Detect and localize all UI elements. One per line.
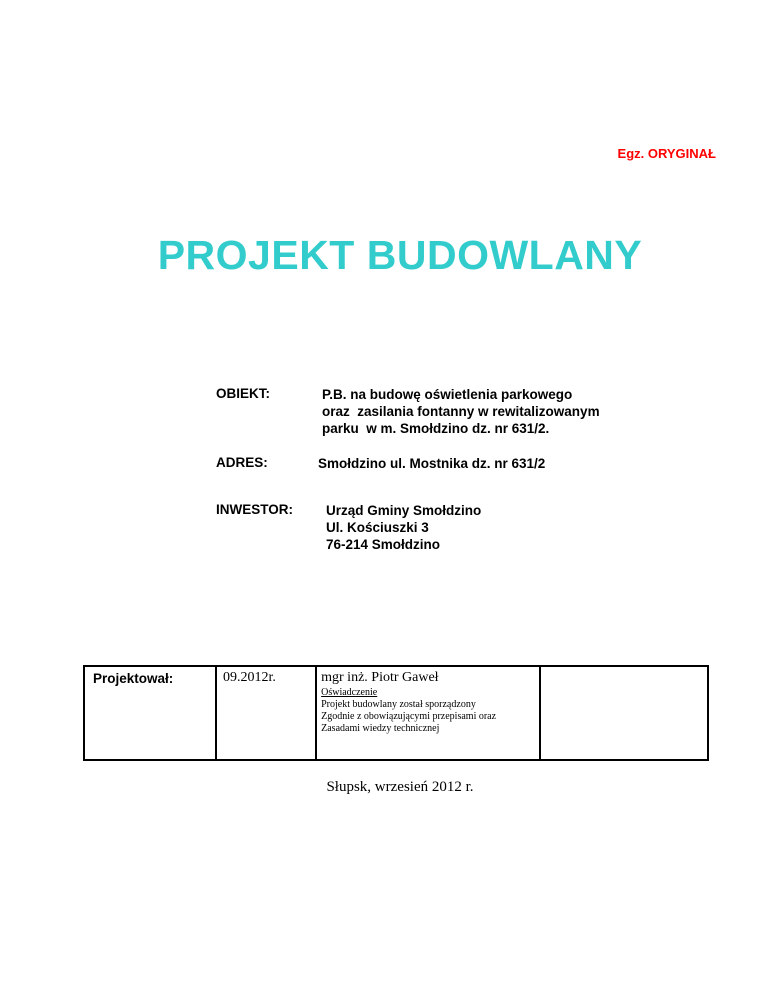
declaration-heading: Oświadczenie [321,687,378,698]
designer-role-cell [84,666,216,760]
place-date: Słupsk, wrzesień 2012 r. [326,779,474,795]
inwestor-label: INWESTOR: [216,502,293,517]
date-cell [216,666,316,760]
table-row [84,666,708,760]
declaration-line: Zasadami wiedzy technicznej [321,723,440,734]
author-cell [316,666,540,760]
author-name: mgr inż. Piotr Gaweł [321,670,439,685]
designer-table [83,665,709,761]
signature-cell [540,666,708,760]
obiekt-line: oraz zasilania fontanny w rewitalizowanym [322,404,600,419]
adres-line: Smołdzino ul. Mostnika dz. nr 631/2 [318,456,546,471]
document-title: PROJEKT BUDOWLANY [157,232,643,278]
adres-value [318,455,545,472]
adres-label: ADRES: [216,455,268,470]
inwestor-line: 76-214 Smołdzino [326,537,441,552]
project-date: 09.2012r. [223,670,276,685]
copy-label: Egz. ORYGINAŁ [617,146,716,161]
obiekt-line: parku w m. Smołdzino dz. nr 631/2. [322,421,550,436]
inwestor-line: Ul. Kościuszki 3 [326,520,429,535]
inwestor-value [326,502,481,553]
declaration-line: Projekt budowlany został sporządzony [321,699,476,710]
designer-role: Projektował: [93,671,174,686]
obiekt-label: OBIEKT: [216,386,270,401]
inwestor-line: Urząd Gminy Smołdzino [326,503,482,518]
declaration-line: Zgodnie z obowiązującymi przepisami oraz [321,711,497,722]
obiekt-value [322,386,600,437]
obiekt-line: P.B. na budowę oświetlenia parkowego [322,387,573,402]
